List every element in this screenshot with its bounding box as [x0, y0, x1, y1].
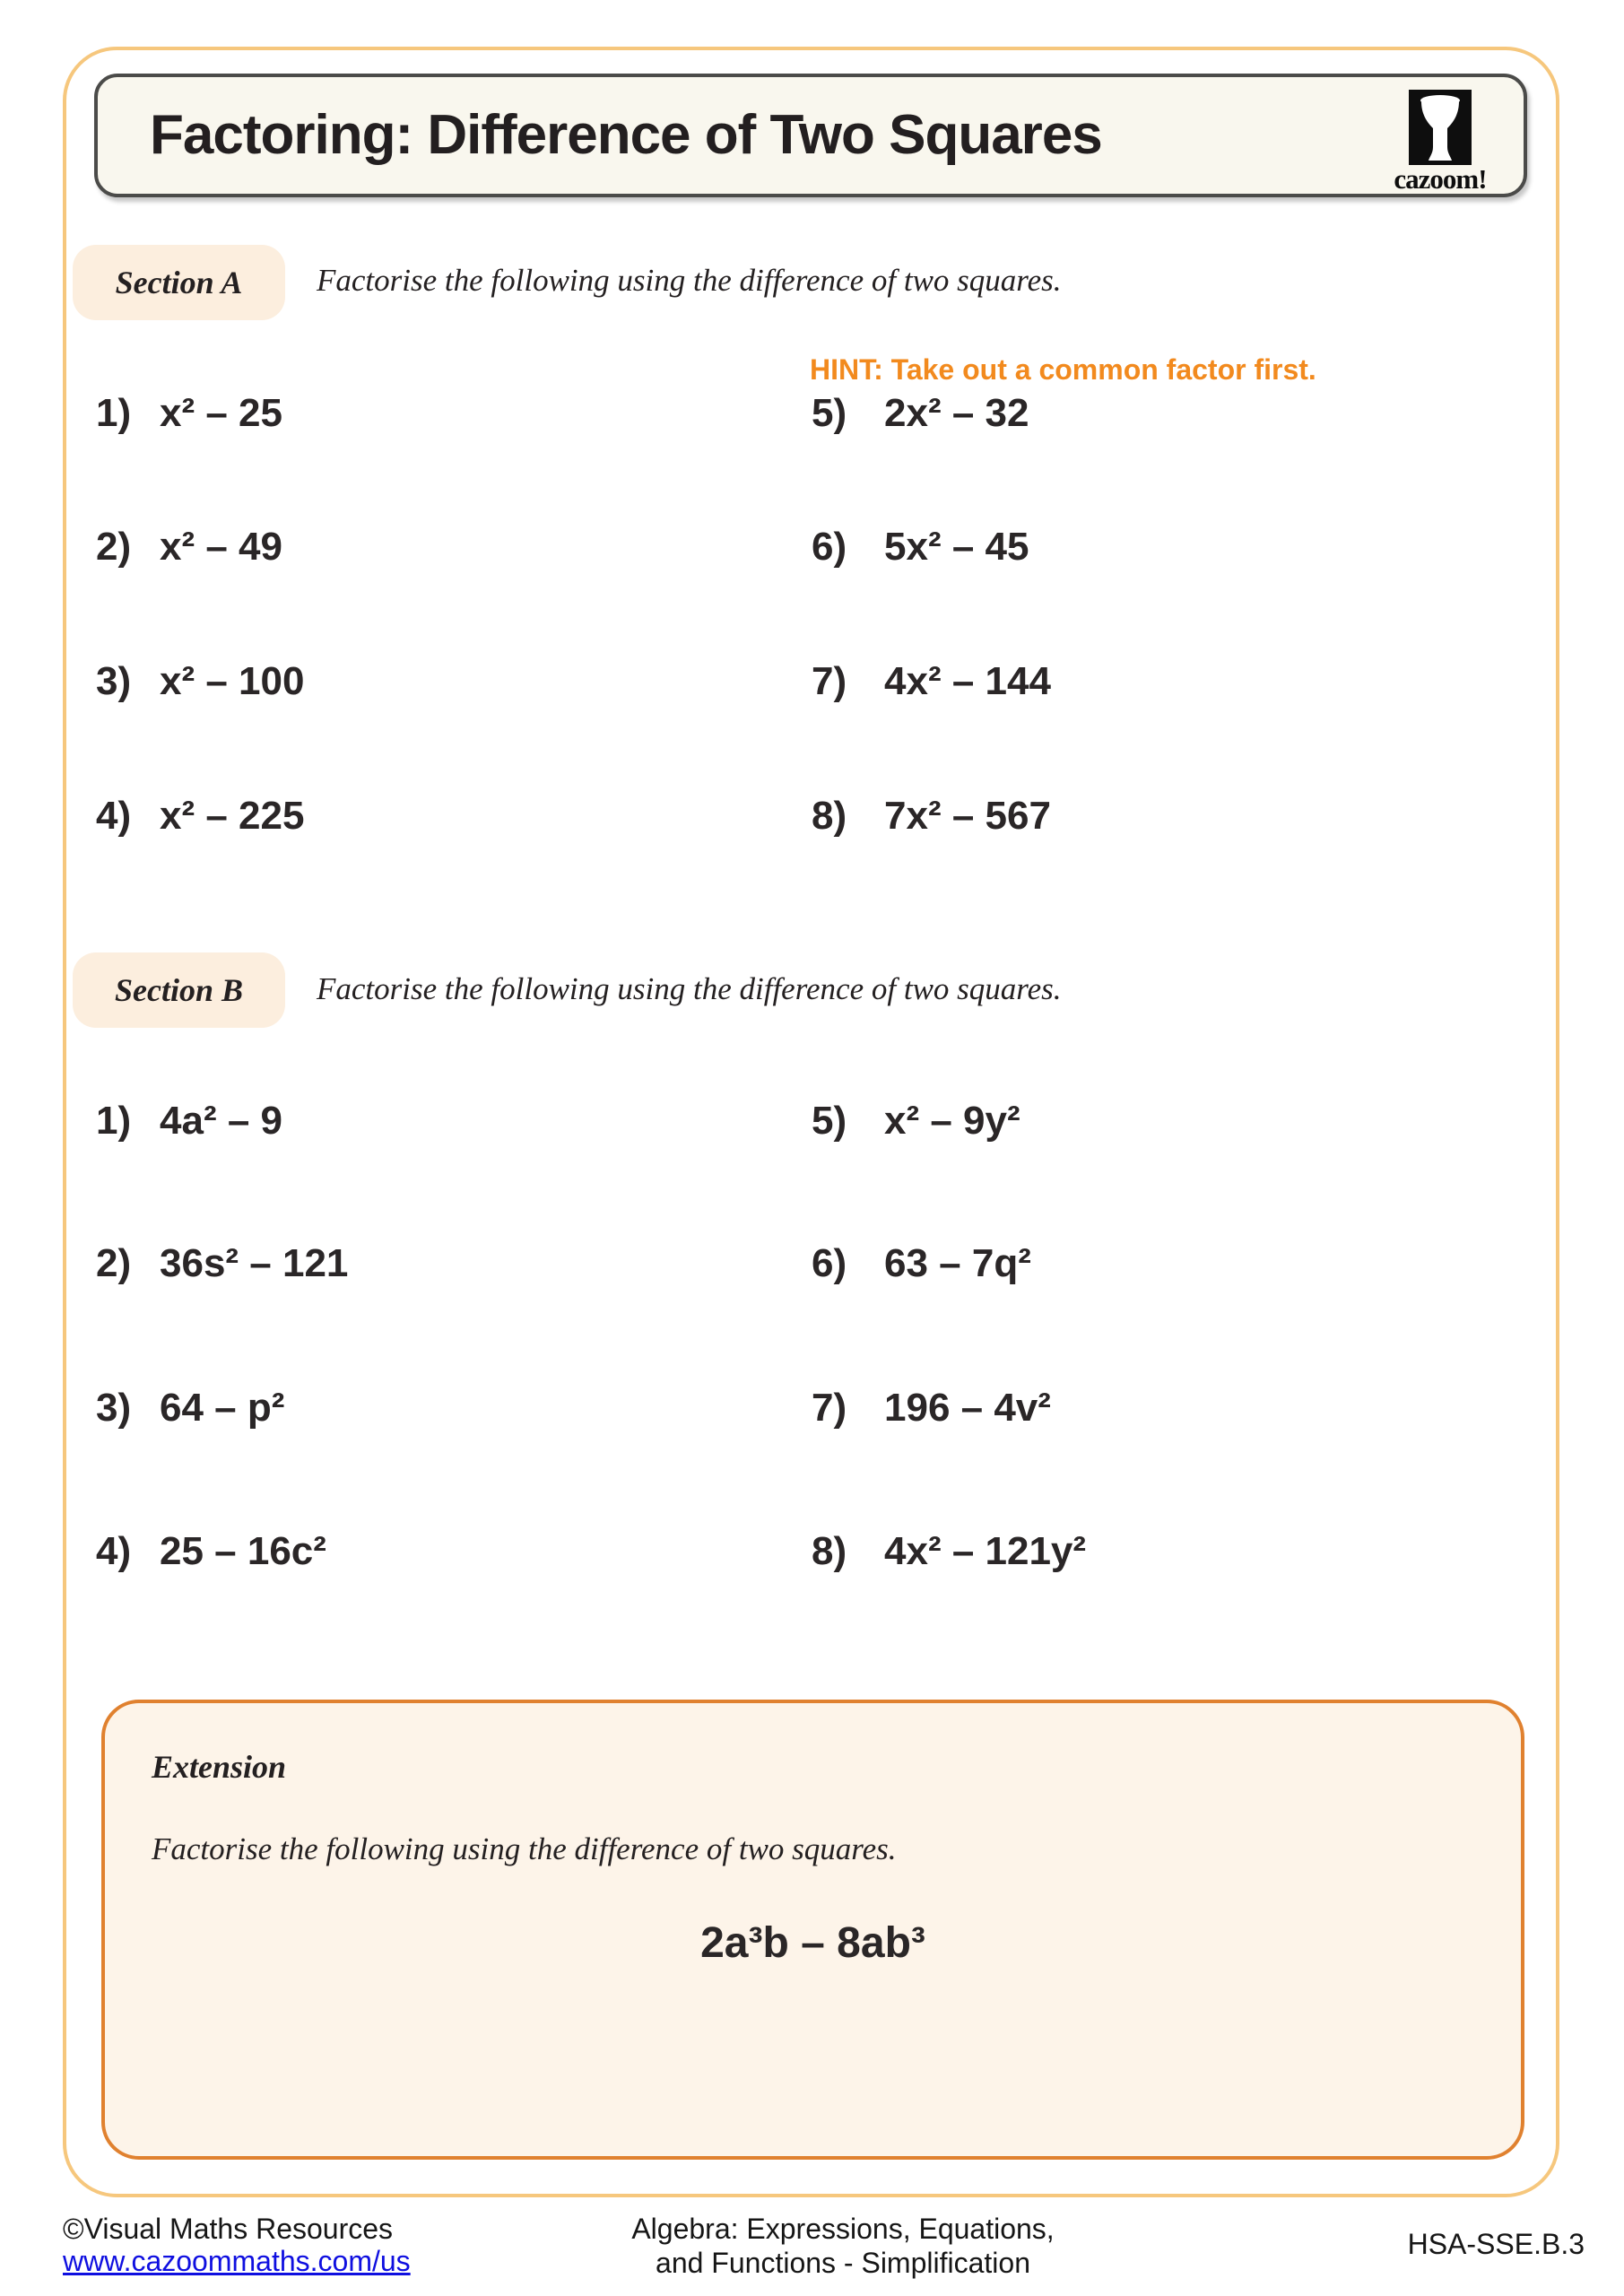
problem-row [0, 1381, 1624, 1435]
extension-panel [101, 1700, 1524, 2160]
problem-expression: 7x² – 567 [884, 794, 1051, 838]
section-a-label: Section A [73, 245, 285, 320]
problem-number: 3) [96, 659, 132, 703]
section-b-instruction: Factorise the following using the difference of two squares. [317, 971, 1062, 1006]
footer-website-link[interactable]: www.cazoommaths.com/us [63, 2245, 411, 2277]
section-b-label: Section B [73, 952, 285, 1028]
problem-number: 1) [96, 391, 132, 435]
problem-number: 6) [812, 1241, 847, 1285]
cazoom-logo-text: cazoom! [1394, 163, 1487, 195]
cazoom-logo [1377, 88, 1503, 194]
problem-number: 2) [96, 525, 132, 569]
problem-expression: 4x² – 144 [884, 659, 1051, 703]
problem-expression: 63 – 7q² [884, 1241, 1031, 1285]
extension-instruction: Factorise the following using the difference of two squares. [152, 1831, 897, 1866]
cazoom-drum-icon [1409, 90, 1472, 165]
problem-number: 7) [812, 1386, 847, 1430]
page-title: Factoring: Difference of Two Squares [150, 104, 1102, 166]
problem-number: 7) [812, 659, 847, 703]
problem-expression: x² – 49 [160, 525, 282, 569]
problem-expression: 196 – 4v² [884, 1386, 1051, 1430]
problem-row [0, 387, 1624, 440]
problem-row [0, 1525, 1624, 1578]
footer-category-line1: Algebra: Expressions, Equations, [631, 2213, 1055, 2245]
problem-number: 1) [96, 1099, 132, 1143]
footer-standard-code: HSA-SSE.B.3 [1407, 2228, 1585, 2260]
problem-expression: 4a² – 9 [160, 1099, 282, 1143]
problem-number: 8) [812, 1529, 847, 1573]
problem-row [0, 520, 1624, 574]
problem-expression: 25 – 16c² [160, 1529, 326, 1573]
problem-expression: x² – 225 [160, 794, 305, 838]
problem-row [0, 1094, 1624, 1148]
problem-expression: x² – 100 [160, 659, 305, 703]
problem-number: 5) [812, 1099, 847, 1143]
problem-expression: x² – 25 [160, 391, 282, 435]
footer-category-line2: and Functions - Simplification [656, 2247, 1030, 2279]
extension-expression: 2a³b – 8ab³ [700, 1919, 925, 1967]
problem-row [0, 1237, 1624, 1291]
footer-copyright: ©Visual Maths Resources [63, 2213, 394, 2245]
extension-label: Extension [152, 1749, 287, 1785]
problem-expression: 2x² – 32 [884, 391, 1029, 435]
problem-expression: 5x² – 45 [884, 525, 1029, 569]
problem-expression: 64 – p² [160, 1386, 285, 1430]
problem-row [0, 655, 1624, 709]
problem-number: 4) [96, 794, 132, 838]
problem-expression: 36s² – 121 [160, 1241, 349, 1285]
problem-expression: 4x² – 121y² [884, 1529, 1087, 1573]
problem-number: 6) [812, 525, 847, 569]
problem-expression: x² – 9y² [884, 1099, 1020, 1143]
section-a-instruction: Factorise the following using the difference of two squares. [317, 263, 1062, 298]
problem-number: 3) [96, 1386, 132, 1430]
problem-row [0, 789, 1624, 843]
title-panel [94, 74, 1527, 197]
problem-number: 5) [812, 391, 847, 435]
problem-number: 2) [96, 1241, 132, 1285]
problem-number: 4) [96, 1529, 132, 1573]
section-a-hint: HINT: Take out a common factor first. [810, 353, 1316, 386]
footer-category [507, 2212, 1179, 2280]
problem-number: 8) [812, 794, 847, 838]
